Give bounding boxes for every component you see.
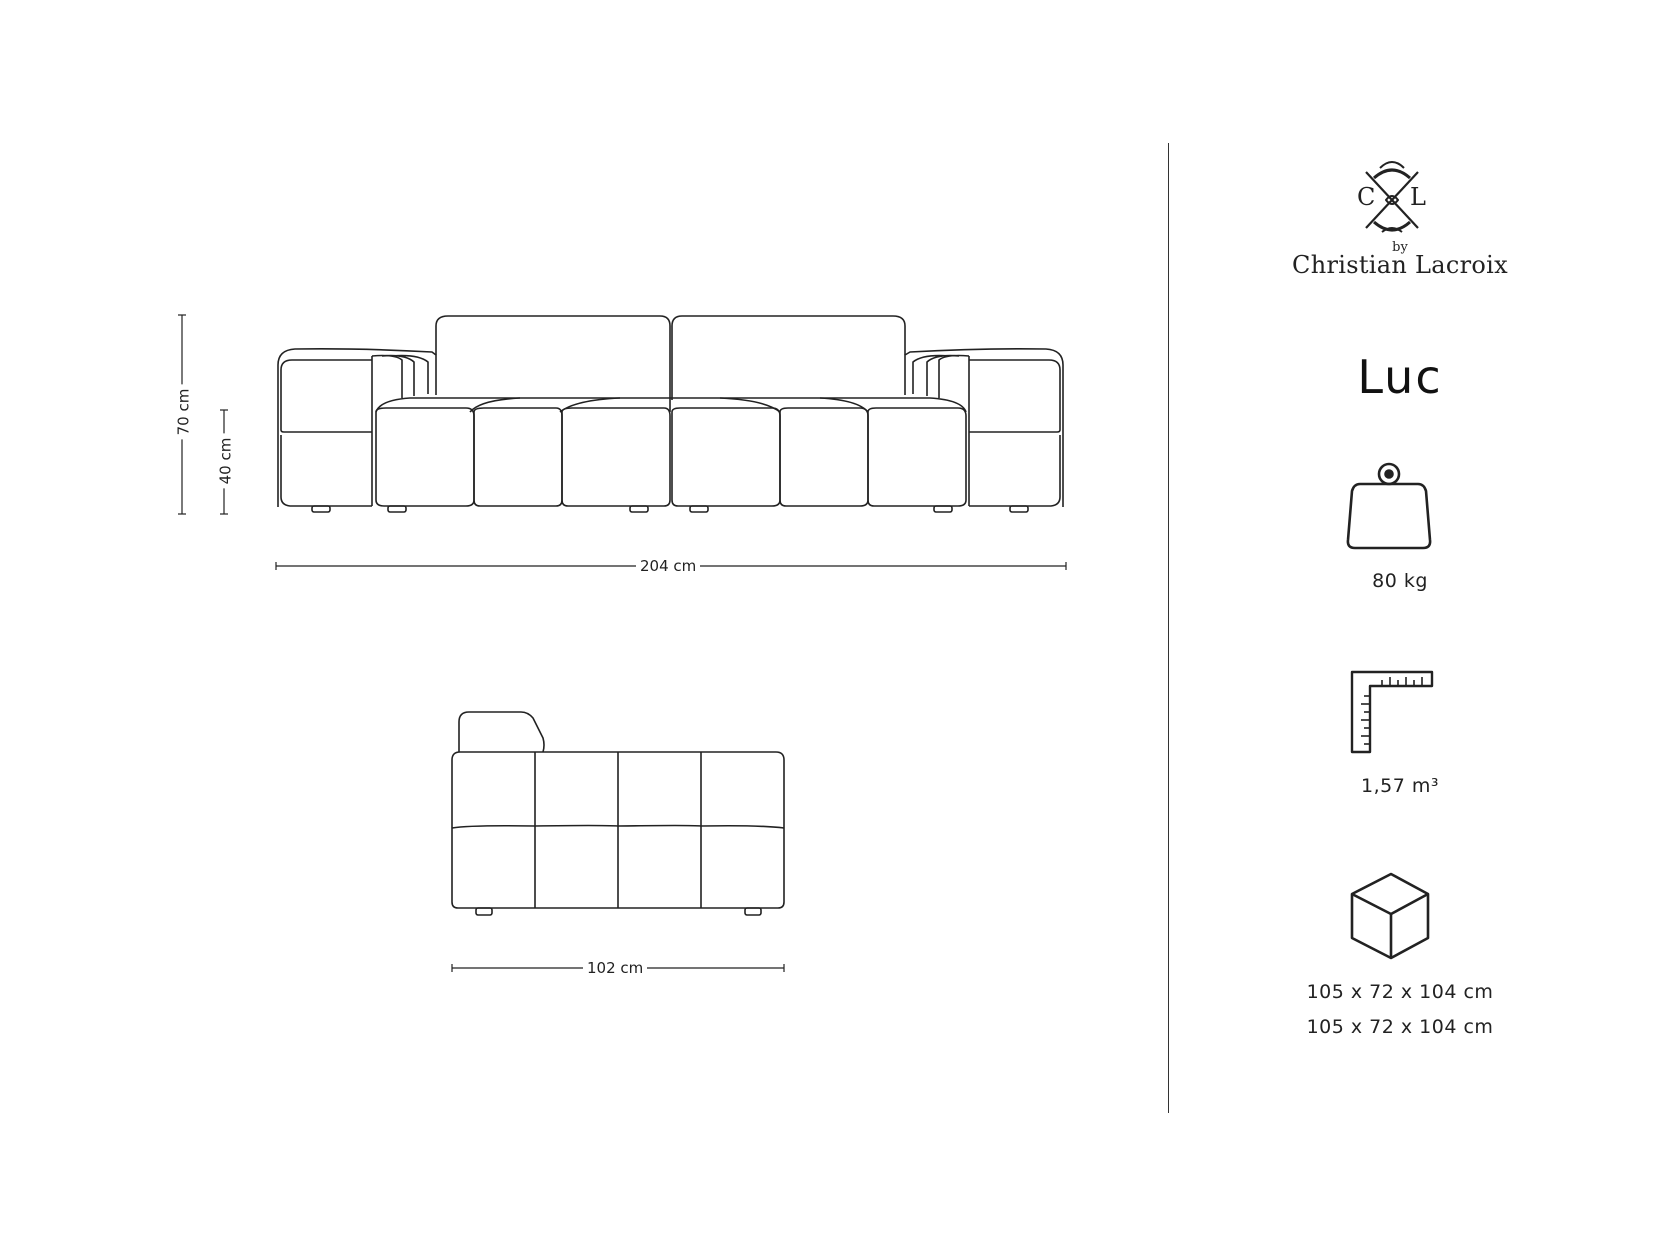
seat-cushion-2 [474, 408, 562, 506]
backrest-left [436, 316, 670, 400]
seat-cushion-1 [376, 408, 474, 506]
weight-icon [1348, 464, 1430, 548]
seat-top [376, 398, 966, 412]
brand-by: by [1392, 240, 1408, 255]
vertical-divider [1168, 143, 1169, 1113]
seat-cushion-6 [868, 408, 966, 506]
ruler-icon [1352, 672, 1432, 752]
armrest-left [278, 349, 436, 507]
brand-name: Christian Lacroix [1292, 251, 1508, 279]
side-depth-label: 102 cm [583, 959, 647, 977]
sofa-front-view [278, 316, 1063, 512]
seat-cushion-5 [780, 408, 868, 506]
product-name: Luc [1357, 350, 1443, 404]
seat-height-label: 40 cm [216, 434, 234, 489]
backrest-right [672, 316, 905, 400]
armrest-right [905, 349, 1063, 507]
total-height-label: 70 cm [174, 385, 192, 440]
box-icon [1352, 874, 1428, 958]
dimension-lines-front [178, 315, 1066, 570]
monogram-letter-l: L [1410, 183, 1426, 211]
weight-value: 80 kg [1372, 570, 1428, 592]
sofa-side-view [452, 712, 784, 915]
side-backrest [459, 712, 544, 752]
package-dimensions-2: 105 x 72 x 104 cm [1306, 1016, 1494, 1038]
monogram-letter-c: C [1357, 183, 1376, 211]
front-width-label: 204 cm [636, 557, 700, 575]
seat-cushion-3 [562, 408, 670, 506]
package-dimensions-1: 105 x 72 x 104 cm [1306, 981, 1494, 1003]
volume-value: 1,57 m³ [1361, 775, 1439, 797]
seat-cushion-4 [672, 408, 780, 506]
